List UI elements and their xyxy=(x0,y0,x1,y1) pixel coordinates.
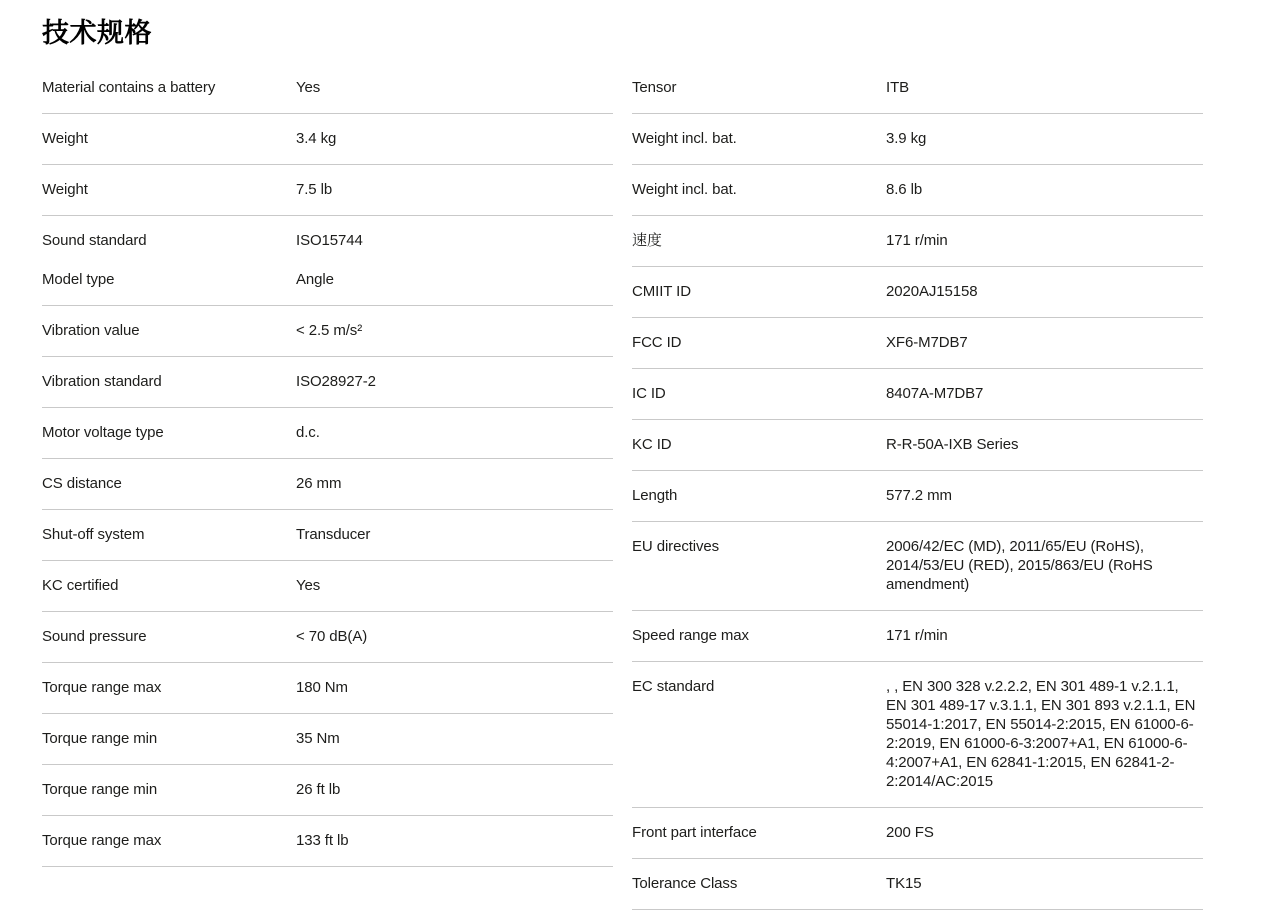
spec-row-value: 2020AJ15158 xyxy=(886,283,978,300)
spec-row-label: Shut-off system xyxy=(42,526,145,543)
spec-row xyxy=(632,611,1203,662)
spec-row-label: Tensor xyxy=(632,79,677,96)
spec-row xyxy=(42,612,613,663)
spec-row-value: Angle xyxy=(296,271,334,288)
spec-row-label: Motor voltage type xyxy=(42,424,164,441)
spec-row-value: 35 Nm xyxy=(296,730,340,747)
spec-row-value: 200 FS xyxy=(886,824,934,841)
spec-row-label: IC ID xyxy=(632,385,666,402)
spec-row-label: Material contains a battery xyxy=(42,79,216,96)
spec-row-value: Yes xyxy=(296,577,321,594)
spec-row-label: KC certified xyxy=(42,577,119,594)
spec-row-value: 7.5 lb xyxy=(296,181,333,198)
spec-row-label: CMIIT ID xyxy=(632,283,691,300)
spec-row-label: FCC ID xyxy=(632,334,682,351)
spec-row xyxy=(42,408,613,459)
spec-row-label: Weight incl. bat. xyxy=(632,181,737,198)
spec-row-value: 180 Nm xyxy=(296,679,348,696)
spec-row-value: ITB xyxy=(886,79,910,96)
spec-row-value: d.c. xyxy=(296,424,320,441)
spec-row xyxy=(632,318,1203,369)
spec-columns xyxy=(42,63,1203,910)
spec-row-label: Vibration standard xyxy=(42,373,162,390)
spec-column-right xyxy=(632,63,1203,910)
spec-row-label: CS distance xyxy=(42,475,122,492)
spec-row-value: 8407A-M7DB7 xyxy=(886,385,984,402)
spec-row xyxy=(632,420,1203,471)
spec-row xyxy=(42,114,613,165)
spec-row-value: R-R-50A-IXB Series xyxy=(886,436,1019,453)
spec-row xyxy=(632,216,1203,267)
spec-row xyxy=(632,859,1203,910)
spec-row-value: Yes xyxy=(296,79,321,96)
spec-row xyxy=(42,510,613,561)
spec-row-label: Vibration value xyxy=(42,322,140,339)
spec-row-label: EU directives xyxy=(632,538,720,555)
spec-row xyxy=(42,459,613,510)
spec-row xyxy=(632,522,1203,611)
spec-row-label: Torque range min xyxy=(42,781,158,798)
spec-row-value: Transducer xyxy=(296,526,371,543)
spec-row xyxy=(42,165,613,216)
spec-row xyxy=(42,816,613,867)
spec-row-label: Tolerance Class xyxy=(632,875,738,892)
spec-row-value: 8.6 lb xyxy=(886,181,923,198)
spec-row-label: Speed range max xyxy=(632,627,749,644)
spec-row xyxy=(632,471,1203,522)
spec-row-label: Sound pressure xyxy=(42,628,147,645)
spec-row-label: Front part interface xyxy=(632,824,757,841)
spec-row-label: Sound standard xyxy=(42,232,147,249)
spec-row-label: 速度 xyxy=(632,232,662,249)
spec-column-left xyxy=(42,63,613,910)
spec-row-label: Model type xyxy=(42,271,115,288)
spec-row-value: < 70 dB(A) xyxy=(296,628,368,645)
spec-row xyxy=(632,63,1203,114)
spec-row xyxy=(632,165,1203,216)
spec-row-label: Weight incl. bat. xyxy=(632,130,737,147)
spec-row xyxy=(42,63,613,114)
spec-row-value: 26 ft lb xyxy=(296,781,341,798)
spec-row-value: 2006/42/EC (MD), 2011/65/EU (RoHS), 2014/53/EU (RED), 2015/863/EU (RoHS amendment) xyxy=(886,538,1153,593)
spec-row-value: 3.9 kg xyxy=(886,130,927,147)
spec-row-value: ISO15744 xyxy=(296,232,363,249)
spec-row-value: 3.4 kg xyxy=(296,130,337,147)
spec-row xyxy=(42,357,613,408)
spec-row xyxy=(42,216,613,255)
page-title: 技术规格 xyxy=(42,18,152,48)
spec-row xyxy=(42,561,613,612)
spec-row-value: XF6-M7DB7 xyxy=(886,334,968,351)
spec-row xyxy=(42,765,613,816)
spec-row-value: 26 mm xyxy=(296,475,342,492)
spec-row xyxy=(632,114,1203,165)
spec-row-label: EC standard xyxy=(632,678,715,695)
spec-row-label: Weight xyxy=(42,130,88,147)
spec-row-value: 133 ft lb xyxy=(296,832,349,849)
spec-row-value: < 2.5 m/s² xyxy=(296,322,363,339)
spec-row-value: , , EN 300 328 v.2.2.2, EN 301 489-1 v.2.1.1, EN 301 489-17 v.3.1.1, EN 301 893 v.2.1.1, EN 55014-1:2017, EN 55014-2:2015, EN 61000-6-2:2019, EN 61000-6-3:2007+A1, EN 61000-6-4:2007+A1, EN 62841-1:2015, EN 62841-2-2:2014/AC:2015 xyxy=(886,678,1196,790)
spec-row-label: Torque range max xyxy=(42,832,162,849)
spec-row xyxy=(632,267,1203,318)
spec-row xyxy=(632,808,1203,859)
spec-row-label: Torque range max xyxy=(42,679,162,696)
spec-row xyxy=(632,369,1203,420)
spec-row-label: Weight xyxy=(42,181,88,198)
spec-row-value: ISO28927-2 xyxy=(296,373,376,390)
spec-row-value: 577.2 mm xyxy=(886,487,952,504)
spec-row-value: 171 r/min xyxy=(886,627,948,644)
spec-row-value: TK15 xyxy=(886,875,922,892)
spec-row xyxy=(42,255,613,306)
spec-row-label: Torque range min xyxy=(42,730,158,747)
spec-row-label: KC ID xyxy=(632,436,672,453)
spec-row xyxy=(42,663,613,714)
spec-row-label: Length xyxy=(632,487,678,504)
spec-row xyxy=(42,714,613,765)
spec-row xyxy=(632,662,1203,808)
spec-row xyxy=(42,306,613,357)
spec-row-value: 171 r/min xyxy=(886,232,948,249)
